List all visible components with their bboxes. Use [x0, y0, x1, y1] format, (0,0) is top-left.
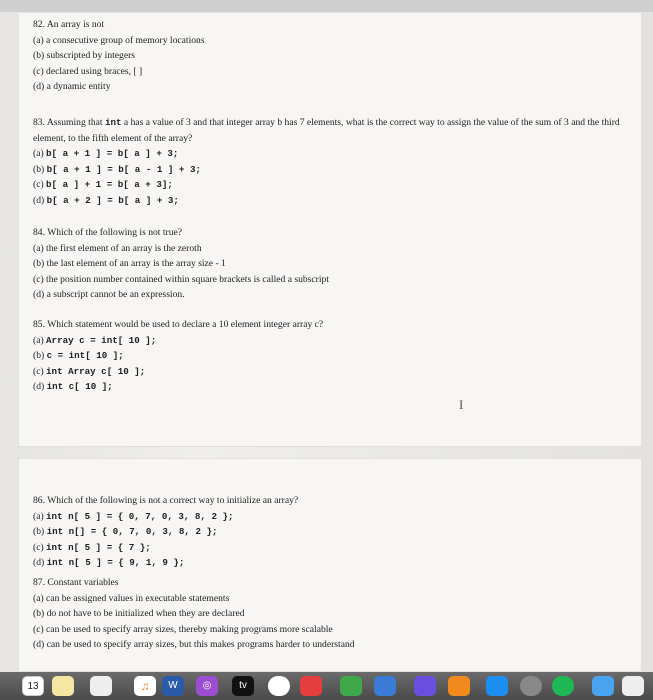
option-label: (a) [33, 334, 47, 346]
option-code: c = int[ 10 ]; [46, 350, 124, 362]
keynote-icon[interactable] [374, 676, 396, 696]
option-d [33, 193, 631, 209]
option-label: (b) [33, 350, 47, 362]
news-icon[interactable] [300, 676, 322, 696]
option-code: int n[] = { 0, 7, 0, 3, 8, 2 }; [46, 526, 218, 538]
document-page [0, 12, 653, 672]
option-b: (b) the last element of an array is the array size - 1 [33, 258, 226, 270]
option-code: int n[ 5 ] = { 9, 1, 9 }; [46, 557, 185, 569]
option-c [33, 177, 631, 193]
word-icon[interactable] [162, 676, 184, 696]
appstore-icon[interactable] [486, 676, 508, 696]
calendar-day: 13 [27, 681, 39, 692]
word-letter: W [168, 680, 178, 691]
option-b: (b) subscripted by integers [33, 50, 136, 62]
option-code: b[ a + 1 ] = b[ a - 1 ] + 3; [46, 163, 201, 175]
question-83 [33, 115, 631, 209]
question-82 [33, 17, 631, 95]
photos-icon[interactable] [622, 676, 644, 696]
tv-label: tv [239, 680, 247, 691]
option-code: int n[ 5 ] = { 7 }; [46, 541, 151, 553]
option-d: (d) can be used to specify array sizes, but this makes programs harder to understand [33, 639, 355, 651]
option-label: (c) [33, 179, 47, 191]
option-code: int Array c[ 10 ]; [46, 365, 146, 377]
question-title [33, 115, 631, 146]
option-a [33, 509, 631, 525]
option-c: (c) can be used to specify array sizes, thereby making programs more scalable [33, 623, 333, 635]
option-a [33, 146, 631, 162]
music-icon[interactable]: ♫ [134, 676, 156, 696]
option-d: (d) a subscript cannot be an expression. [33, 289, 185, 301]
option-code: int n[ 5 ] = { 0, 7, 0, 3, 8, 2 }; [46, 510, 234, 522]
option-label: (c) [33, 365, 47, 377]
option-b [33, 524, 631, 540]
window-top-bar [0, 0, 653, 12]
calendar-icon[interactable] [22, 676, 44, 696]
option-code: b[ a + 1 ] = b[ a ] + 3; [46, 148, 179, 160]
reminders-icon[interactable] [90, 676, 112, 696]
option-b [33, 348, 631, 364]
dock [0, 672, 653, 700]
option-d [33, 379, 631, 395]
option-code: int c[ 10 ]; [46, 381, 113, 393]
numbers-icon[interactable] [340, 676, 362, 696]
option-label: (d) [33, 194, 47, 206]
option-c: (c) declared using braces, [ ] [33, 65, 143, 77]
option-a: (a) a consecutive group of memory locations [33, 34, 205, 46]
option-a [33, 333, 631, 349]
question-87 [33, 575, 631, 653]
option-a: (a) can be assigned values in executable statements [33, 592, 230, 604]
option-c [33, 364, 631, 380]
option-label: (c) [33, 541, 47, 553]
question-text-part: 83. Assuming that [33, 117, 105, 128]
question-title: 87. Constant variables [33, 577, 119, 588]
spotify-icon[interactable] [552, 676, 574, 696]
option-label: (d) [33, 381, 47, 393]
question-86 [33, 493, 631, 571]
option-label: (a) [33, 510, 47, 522]
question-code: int [104, 117, 122, 128]
books-icon[interactable] [448, 676, 470, 696]
question-85 [33, 317, 631, 395]
notes-icon[interactable] [52, 676, 74, 696]
option-b: (b) do not have to be initialized when they are declared [33, 608, 245, 620]
option-label: (d) [33, 557, 47, 569]
tv-icon[interactable] [232, 676, 254, 696]
screen-icon[interactable] [414, 676, 436, 696]
option-code: b[ a ] + 1 = b[ a + 3]; [46, 179, 173, 191]
question-title: 85. Which statement would be used to declare a 10 element integer array c? [33, 319, 324, 330]
option-d [33, 555, 631, 571]
question-title: 82. An array is not [33, 19, 105, 30]
option-c [33, 540, 631, 556]
option-label: (a) [33, 148, 47, 160]
question-84 [33, 225, 631, 303]
option-label: (b) [33, 163, 47, 175]
text-cursor-icon: I [459, 397, 464, 412]
option-d: (d) a dynamic entity [33, 81, 111, 93]
chrome-icon[interactable] [268, 676, 290, 696]
question-text-part: a has a value of 3 and that integer array b has 7 elements, what is the correct way to assign the value of the sum of 3 and the third element, to the fifth element of the array? [33, 117, 620, 144]
option-code: b[ a + 2 ] = b[ a ] + 3; [46, 194, 179, 206]
preferences-icon[interactable] [520, 676, 542, 696]
question-card [18, 458, 642, 672]
option-label: (b) [33, 526, 47, 538]
option-code: Array c = int[ 10 ]; [46, 334, 157, 346]
question-card [18, 12, 642, 447]
finder-icon[interactable] [592, 676, 614, 696]
option-b [33, 162, 631, 178]
option-a: (a) the first element of an array is the zeroth [33, 242, 202, 254]
question-title: 84. Which of the following is not true? [33, 227, 183, 238]
podcasts-icon[interactable]: ◎ [196, 676, 218, 696]
option-c: (c) the position number contained within square brackets is called a subscript [33, 273, 329, 285]
question-title: 86. Which of the following is not a correct way to initialize an array? [33, 495, 299, 506]
